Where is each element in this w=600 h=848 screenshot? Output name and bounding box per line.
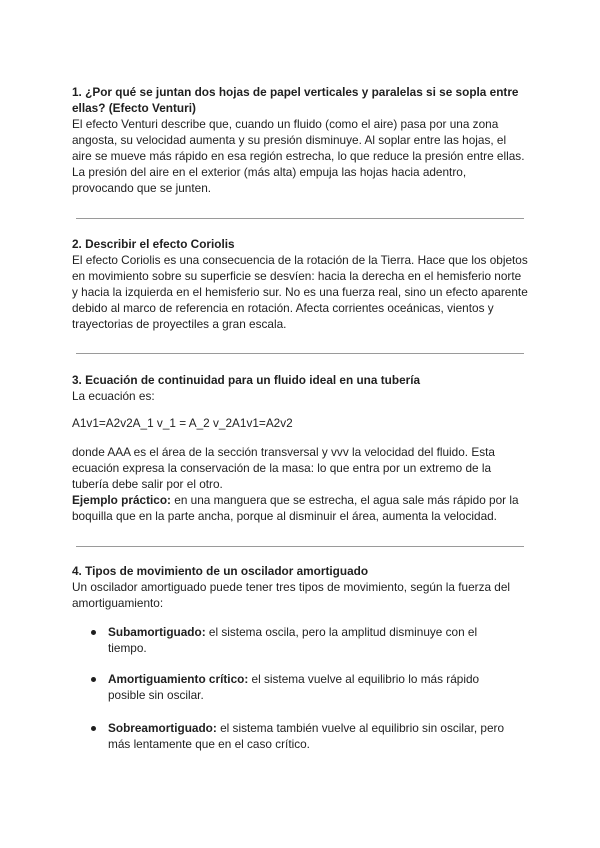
section-divider — [76, 546, 524, 547]
section-heading: 3. Ecuación de continuidad para un fluido ideal en una tubería — [72, 373, 421, 387]
section-coriolis — [72, 236, 528, 332]
equation — [72, 415, 528, 431]
list-item — [108, 720, 508, 752]
item-term: Sobreamortiguado: — [108, 721, 217, 735]
bullet-icon — [91, 630, 96, 635]
section-oscillator — [72, 563, 528, 611]
bullet-icon — [91, 726, 96, 731]
section-heading: 2. Describir el efecto Coriolis — [72, 237, 235, 251]
item-desc: el sistema también vuelve al equilibrio sin oscilar, pero más lentamente que en el caso crítico. — [108, 721, 505, 751]
list-item — [108, 671, 508, 703]
item-term: Amortiguamiento crítico: — [108, 672, 249, 686]
section-divider — [76, 353, 524, 354]
section-body: El efecto Coriolis es una consecuencia de la rotación de la Tierra. Hace que los objetos en movimiento sobre su superficie se desvíen: hacia la derecha en el hemisferio norte y hacia la izquierda en el hemisferio sur. No es una fuerza real, sino un efecto aparente debido al marco de referencia en rotación. Afecta corrientes oceánicas, vientos y trayectorias de proyectiles a gran escala. — [72, 253, 528, 331]
section-divider — [76, 218, 524, 219]
section-venturi — [72, 84, 528, 196]
list-item — [108, 624, 508, 656]
example-paragraph — [72, 492, 528, 524]
section-heading: 1. ¿Por qué se juntan dos hojas de papel verticales y paralelas si se sopla entre ellas? (Efecto Venturi) — [72, 85, 519, 115]
equation-text: A1v1=A2v2A_1 v_1 = A_2 v_2A1v1=A2v2 — [72, 416, 293, 430]
section-body: El efecto Venturi describe que, cuando un fluido (como el aire) pasa por una zona angosta, su velocidad aumenta y su presión disminuye. Al soplar entre las hojas, el aire se mueve más rápido en esa región estrecha, lo que reduce la presión entre ellas. La presión del aire en el exterior (más alta) empuja las hojas hacia adentro, provocando que se junten. — [72, 117, 525, 195]
example-text: en una manguera que se estrecha, el agua sale más rápido por la boquilla que en la parte ancha, porque al disminuir el área, aumenta la velocidad. — [72, 493, 519, 523]
item-desc: el sistema vuelve al equilibrio lo más rápido posible sin oscilar. — [108, 672, 480, 702]
equation-explanation — [72, 444, 528, 524]
item-desc: el sistema oscila, pero la amplitud disminuye con el tiempo. — [108, 625, 478, 655]
section-intro: Un oscilador amortiguado puede tener tres tipos de movimiento, según la fuerza del amortiguamiento: — [72, 580, 511, 610]
section-continuity — [72, 372, 528, 404]
section-intro: La ecuación es: — [72, 389, 155, 403]
explanation-text: donde AAA es el área de la sección transversal y vvv la velocidad del fluido. Esta ecuación expresa la conservación de la masa: lo que entra por un extremo de la tubería debe salir por el otro. — [72, 445, 495, 491]
item-term: Subamortiguado: — [108, 625, 206, 639]
example-label: Ejemplo práctico: — [72, 493, 171, 507]
bullet-icon — [91, 677, 96, 682]
section-heading: 4. Tipos de movimiento de un oscilador amortiguado — [72, 564, 369, 578]
